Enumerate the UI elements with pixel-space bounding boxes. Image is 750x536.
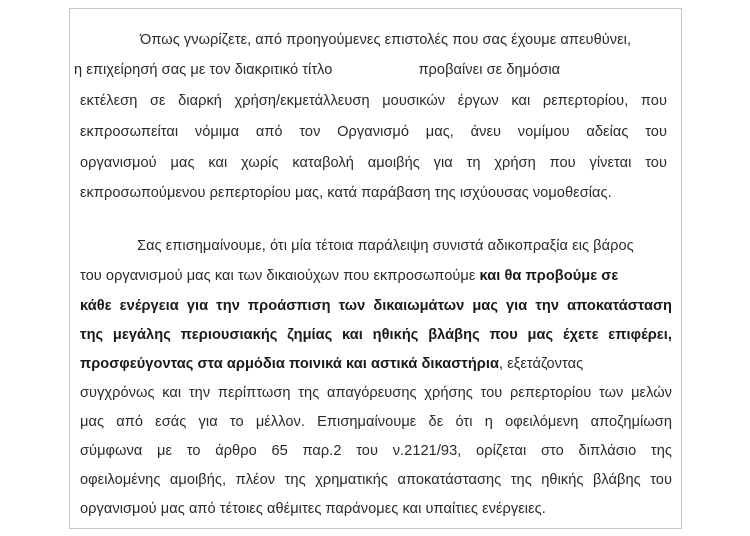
paragraph1-line2 (74, 61, 688, 79)
paragraph2-line2-normal: του οργανισμού μας και των δικαιούχων που εκπροσωπούμε (80, 268, 476, 284)
paragraph2-line5-bold: προσφεύγοντας στα αρμόδια ποινικά και αστικά δικαστήρια (80, 356, 499, 372)
paragraph2-line9: οφειλομένης αμοιβής, πλέον της χρηματικής αποκατάστασης της ηθικής βλάβης του (80, 472, 672, 488)
paragraph2-line6: συγχρόνως και την περίπτωση της απαγόρευσης χρήσης του ρεπερτορίου των μελών (80, 385, 672, 401)
paragraph2-line5 (80, 355, 672, 373)
paragraph1-line4: εκπροσωπείται νόμιμα από τον Οργανισμό μας, άνευ νομίμου αδείας του (80, 124, 667, 140)
paragraph2-line5-normal: , εξετάζοντας (498, 356, 584, 372)
paragraph2-line4: της μεγάλης περιουσιακής ζημίας και ηθικής βλάβης που μας έχετε επιφέρει, (80, 327, 672, 343)
paragraph2-line3: κάθε ενέργεια για την προάσπιση των δικαιωμάτων μας για την αποκατάσταση (80, 298, 672, 314)
paragraph2-line1: Σας επισημαίνουμε, ότι μία τέτοια παράλειψη συνιστά αδικοπραξία εις βάρος (137, 238, 634, 254)
paragraph1-line1: Όπως γνωρίζετε, από προηγούμενες επιστολές που σας έχουμε απευθύνει, (140, 32, 632, 48)
paragraph2-line10: οργανισμού μας από τέτοιες αθέμιτες παράνομες και υπαίτιες ενέργειες. (80, 501, 546, 517)
paragraph2-line8: σύμφωνα με το άρθρο 65 παρ.2 του ν.2121/93, ορίζεται στο διπλάσιο της (80, 443, 672, 459)
paragraph1-line2-part1: η επιχείρησή σας με τον διακριτικό τίτλο (74, 62, 333, 78)
paragraph2-line2-bold: και θα προβούμε σε (479, 268, 619, 284)
paragraph1-line3: εκτέλεση σε διαρκή χρήση/εκμετάλλευση μουσικών έργων και ρεπερτορίου, που (80, 93, 667, 109)
paragraph1-line2-part2: προβαίνει σε δημόσια (418, 62, 561, 78)
paragraph1-line6: εκπροσωπούμενου ρεπερτορίου μας, κατά παράβαση της ισχύουσας νομοθεσίας. (80, 185, 612, 201)
paragraph2-line7: μας από εσάς για το μέλλον. Επισημαίνουμε δε ότι η οφειλόμενη αποζημίωση (80, 414, 672, 430)
paragraph1-line5: οργανισμού μας και χωρίς καταβολή αμοιβής για τη χρήση που γίνεται του (80, 155, 667, 171)
paragraph2-line2 (80, 267, 672, 285)
